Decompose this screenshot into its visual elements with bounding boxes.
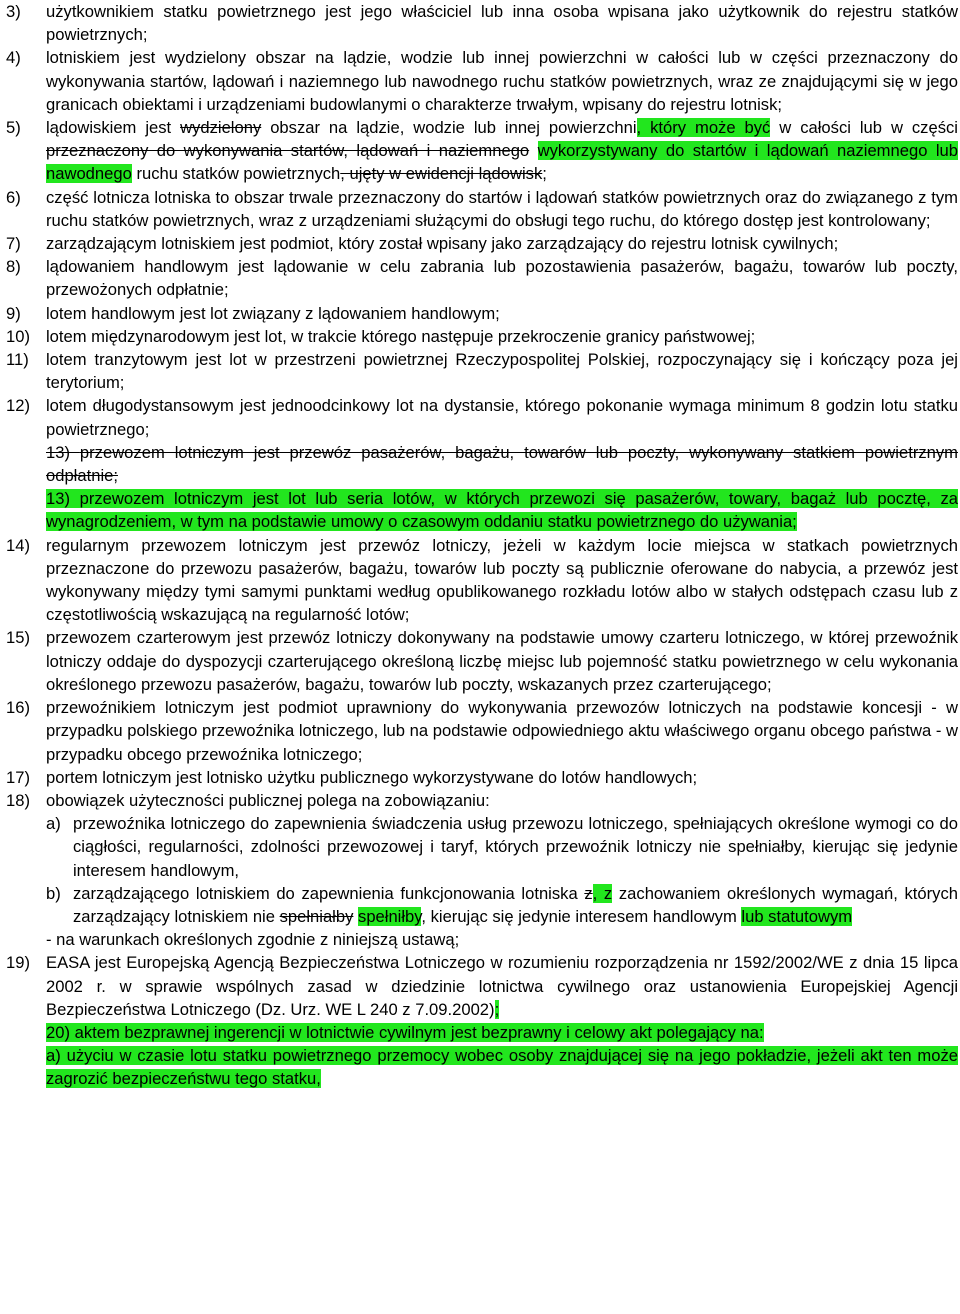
- text-run: zarządzającego lotniskiem do zapewnienia funkcjonowania lotniska: [73, 883, 585, 903]
- list-item: [0, 626, 960, 696]
- text-run: EASA jest Europejską Agencją Bezpieczeństwa Lotniczego w rozumieniu rozporządzenia nr 1592/2002/WE z dnia 15 lipca 2002 r. w sprawie wspólnych zasad w dziedzinie lotnictwa cywilnego oraz ustanowienia Europejskiej Agencji Bezpieczeństwa Lotniczego (Dz. Urz. WE L 240 z 7.09.2002): [46, 953, 958, 1019]
- items-3-12: [0, 0, 960, 441]
- inserted-text: , który może być: [636, 118, 771, 138]
- sub-item-a: [0, 812, 960, 882]
- item-text: [46, 1044, 958, 1090]
- item-number: 8): [6, 257, 21, 277]
- item-number: 19): [6, 953, 30, 973]
- item-number: 9): [6, 303, 21, 323]
- list-item: [0, 186, 960, 232]
- list-item: [0, 46, 960, 116]
- item-text: lotem handlowym jest lot związany z lądowaniem handlowym;: [46, 303, 500, 323]
- item-number: 4): [6, 48, 21, 68]
- text-run: w całości lub w części: [770, 118, 958, 138]
- list-item: [0, 348, 960, 394]
- item-text: [46, 951, 958, 1021]
- text-run: przewozem lotniczym jest przewóz pasażerów, bagażu, towarów lub poczty, wykonywany statkiem powietrznym odpłatnie;: [46, 442, 958, 486]
- list-item: [0, 951, 960, 1021]
- item-number: 5): [6, 118, 21, 138]
- item-text: zarządzającym lotniskiem jest podmiot, który został wpisany jako zarządzający do rejestru lotnisk cywilnych;: [46, 234, 839, 254]
- item-text: przewoźnika lotniczego do zapewnienia świadczenia usług przewozu lotniczego, spełniających określone wymogi co do ciągłości, regularności, zdolności przewozowej i taryf, których przewoźnik lotniczy nie spełniałby, kierując się jedynie interesem handlowym,: [73, 814, 958, 880]
- text-run: użyciu w czasie lotu statku powietrznego przemocy wobec osoby znajdującej się na jego pokładzie, jeżeli akt ten może zagrozić bezpieczeństwu tego statku,: [46, 1046, 958, 1089]
- item-number: 7): [6, 234, 21, 254]
- item-text: [46, 1021, 958, 1044]
- text-run: ruchu statków powietrznych: [131, 164, 341, 184]
- item-text: przewoźnikiem lotniczym jest podmiot uprawniony do wykonywania przewozów lotniczych na podstawie koncesji - w przypadku polskiego przewoźnika lotniczego, lub na podstawie odpowiedniego aktu właściwego organu obcego państwa - w przypadku obcego przewoźnika lotniczego;: [46, 698, 958, 764]
- sub-item-letter: b): [46, 883, 61, 903]
- inserted-text: [46, 1023, 764, 1042]
- list-item: [0, 534, 960, 627]
- list-item-deleted: [0, 441, 960, 487]
- item-number: 6): [6, 187, 21, 207]
- deleted-text: wydzielony: [180, 118, 262, 138]
- list-item: [0, 789, 960, 812]
- list-item: [0, 302, 960, 325]
- item-text: część lotnicza lotniska to obszar trwale przeznaczony do startów i lądowań statków powietrznych oraz do związanego z tym ruchu statków powietrznych, wraz z urządzeniami służącymi do obsługi tego ruchu, do którego dostęp jest kontrolowany;: [46, 187, 958, 230]
- sub-item-b: [0, 882, 960, 928]
- item-text: [46, 487, 958, 533]
- item-text: [46, 441, 958, 487]
- deleted-text: przeznaczony do wykonywania startów, lądowań i naziemnego: [46, 141, 530, 161]
- item-number: 10): [6, 326, 30, 346]
- text-run: , kierując się jedynie interesem handlowym: [421, 906, 742, 926]
- deleted-text: , ujęty w ewidencji lądowisk: [340, 164, 543, 184]
- item-number: 13): [46, 489, 70, 509]
- text-run: ;: [542, 164, 547, 184]
- list-item: [0, 232, 960, 255]
- item-text: przewozem czarterowym jest przewóz lotniczy dokonywany na podstawie umowy czarteru lotniczego, w której przewoźnik lotniczy oddaje do dyspozycji czarterującego określoną liczbę miejsc lub pojemność statku powietrznego w celu wykonania określonego przewozu pasażerów, bagażu, towarów lub poczty, wskazanych przez czarterującego;: [46, 628, 958, 694]
- items-14-18: [0, 534, 960, 812]
- item-text: [46, 116, 958, 186]
- item-text: lotem międzynarodowym jest lot, w trakcie którego następuje przekroczenie granicy państwowej;: [46, 326, 756, 346]
- deleted-text: spełniałby: [279, 906, 354, 926]
- item-number: 13): [46, 442, 70, 462]
- deleted-text: z: [584, 883, 593, 903]
- item-number: 12): [6, 396, 30, 416]
- inserted-text: lub statutowym: [741, 906, 853, 926]
- item-text: lotem długodystansowym jest jednoodcinkowy lot na dystansie, którego pokonanie wymaga minimum 8 godzin lotu statku powietrznego;: [46, 396, 958, 439]
- list-item: [0, 255, 960, 301]
- item-number: 3): [6, 2, 21, 21]
- text-run: zachowaniem określonych wymagań, których zarządzający lotniskiem nie: [73, 883, 958, 926]
- text-run: lądowiskiem jest: [46, 118, 181, 138]
- item-number: 20): [46, 1022, 70, 1042]
- list-item-inserted: [0, 1021, 960, 1044]
- item-text: użytkownikiem statku powietrznego jest jego właściciel lub inna osoba wpisana jako użytkownik do rejestru statków powietrznych;: [46, 2, 958, 45]
- text-run: obszar na lądzie, wodzie lub innej powierzchni: [261, 118, 637, 138]
- sub-item-letter: a): [46, 814, 61, 834]
- sub-item-letter: a): [46, 1046, 61, 1066]
- list-item-inserted: [0, 487, 960, 533]
- item-text: [73, 882, 958, 928]
- list-item: [0, 696, 960, 766]
- item-text: lądowaniem handlowym jest lądowanie w celu zabrania lub pozostawienia pasażerów, bagażu, towarów lub poczty, przewożonych odpłatnie;: [46, 257, 958, 300]
- text-run: aktem bezprawnej ingerencji w lotnictwie cywilnym jest bezprawny i celowy akt polegający na:: [74, 1022, 764, 1042]
- inserted-text: [46, 489, 958, 531]
- inserted-text: wykorzystywany do startów i lądowań naziemnego lub nawodnego: [46, 141, 958, 184]
- item-18-closing-text: - na warunkach określonych zgodnie z niniejszą ustawą;: [46, 930, 460, 950]
- list-item: [0, 325, 960, 348]
- list-item: [0, 394, 960, 440]
- text-run: [529, 141, 537, 160]
- item-number: 11): [6, 350, 29, 370]
- item-number: 14): [6, 535, 30, 555]
- sub-item-a-inserted: [0, 1044, 960, 1090]
- item-number: 15): [6, 628, 30, 648]
- item-number: 16): [6, 698, 30, 718]
- item-number: 18): [6, 790, 30, 810]
- item-text: lotem tranzytowym jest lot w przestrzeni powietrznej Rzeczypospolitej Polskiej, rozpoczynający się i kończący poza jej terytorium;: [46, 350, 958, 393]
- inserted-text: ;: [494, 999, 500, 1019]
- item-text: lotniskiem jest wydzielony obszar na lądzie, wodzie lub innej powierzchni w całości lub w części przeznaczony do wykonywania startów, lądowań i naziemnego lub nawodnego ruchu statków powietrznych, wraz ze znajdującymi się w jego granicach obiektami i urządzeniami budowlanymi o charakterze trwałym, wpisany do rejestru lotnisk;: [46, 48, 958, 114]
- item-text: portem lotniczym jest lotnisko użytku publicznego wykorzystywane do lotów handlowych;: [46, 767, 698, 787]
- inserted-text: , z: [592, 883, 613, 903]
- text-run: przewozem lotniczym jest lot lub seria lotów, w których przewozi się pasażerów, towary, bagaż lub pocztę, za wynagrodzeniem, w tym na podstawie umowy o czasowym oddaniu statku powietrznego do używania;: [46, 489, 958, 532]
- list-item-amended: [0, 116, 960, 186]
- item-number: 17): [6, 767, 30, 787]
- list-item: [0, 766, 960, 789]
- item-text: regularnym przewozem lotniczym jest przewóz lotniczy, jeżeli w każdym locie miejsca w statkach powietrznych przeznaczone do przewozu pasażerów, bagażu, towarów lub poczty są publicznie oferowane do nabycia, a przewóz jest wykonywany między tymi samymi punktami według opublikowanego rozkładu lotów albo w stałych odstępach czasu lub z częstotliwością wskazującą na regularność lotów;: [46, 535, 958, 625]
- inserted-text: [46, 1046, 958, 1088]
- list-item: [0, 0, 960, 46]
- item-text: obowiązek użyteczności publicznej polega na zobowiązaniu:: [46, 790, 490, 810]
- inserted-text: spełniłby: [358, 906, 422, 926]
